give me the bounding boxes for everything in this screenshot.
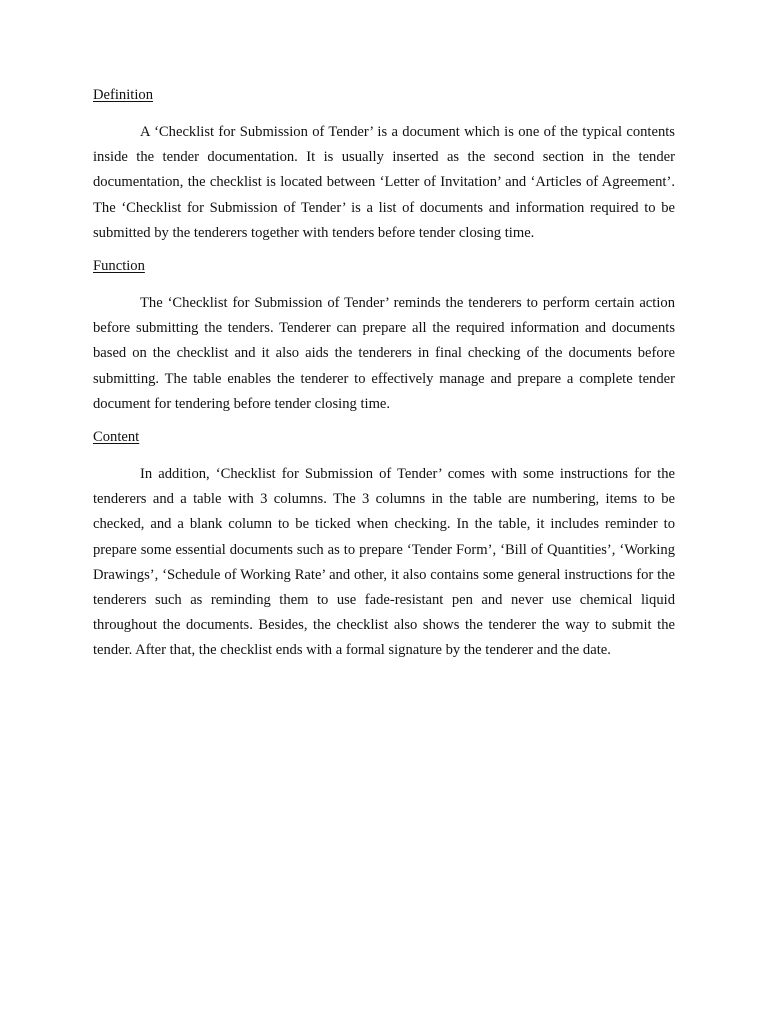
content-section: [93, 428, 675, 664]
function-paragraph: The ‘Checklist for Submission of Tender’ reminds the tenderers to perform certain action before submitting the tenders. Tenderer can prepare all the required information and documents based on the checklist and it also aids the tenderers in final checking of the documents before submitting. The table enables the tenderer to effectively manage and prepare a complete tender document for tendering before tender closing time.: [93, 295, 675, 412]
content-heading: Content: [93, 429, 140, 445]
definition-section: [93, 86, 675, 246]
function-heading: Function: [93, 258, 145, 274]
content-paragraph: In addition, ‘Checklist for Submission of Tender’ comes with some instructions for the tenderers and a table with 3 columns. The 3 columns in the table are numbering, items to be checked, and a blank column to be ticked when checking. In the table, it includes reminder to prepare some essential documents such as to prepare ‘Tender Form’, ‘Bill of Quantities’, ‘Working Drawings’, ‘Schedule of Working Rate’ and other, it also contains some general instructions for the tenderers such as reminding them to use fade-resistant pen and never use chemical liquid throughout the documents. Besides, the checklist also shows the tenderer the way to submit the tender. After that, the checklist ends with a formal signature by the tenderer and the date.: [93, 466, 675, 659]
definition-paragraph: A ‘Checklist for Submission of Tender’ is a document which is one of the typical contents inside the tender documentation. It is usually inserted as the second section in the tender documentation, the checklist is located between ‘Letter of Invitation’ and ‘Articles of Agreement’. The ‘Checklist for Submission of Tender’ is a list of documents and information required to be submitted by the tenderers together with tenders before tender closing time.: [93, 124, 675, 241]
definition-heading: Definition: [93, 87, 153, 103]
function-section: [93, 257, 675, 417]
